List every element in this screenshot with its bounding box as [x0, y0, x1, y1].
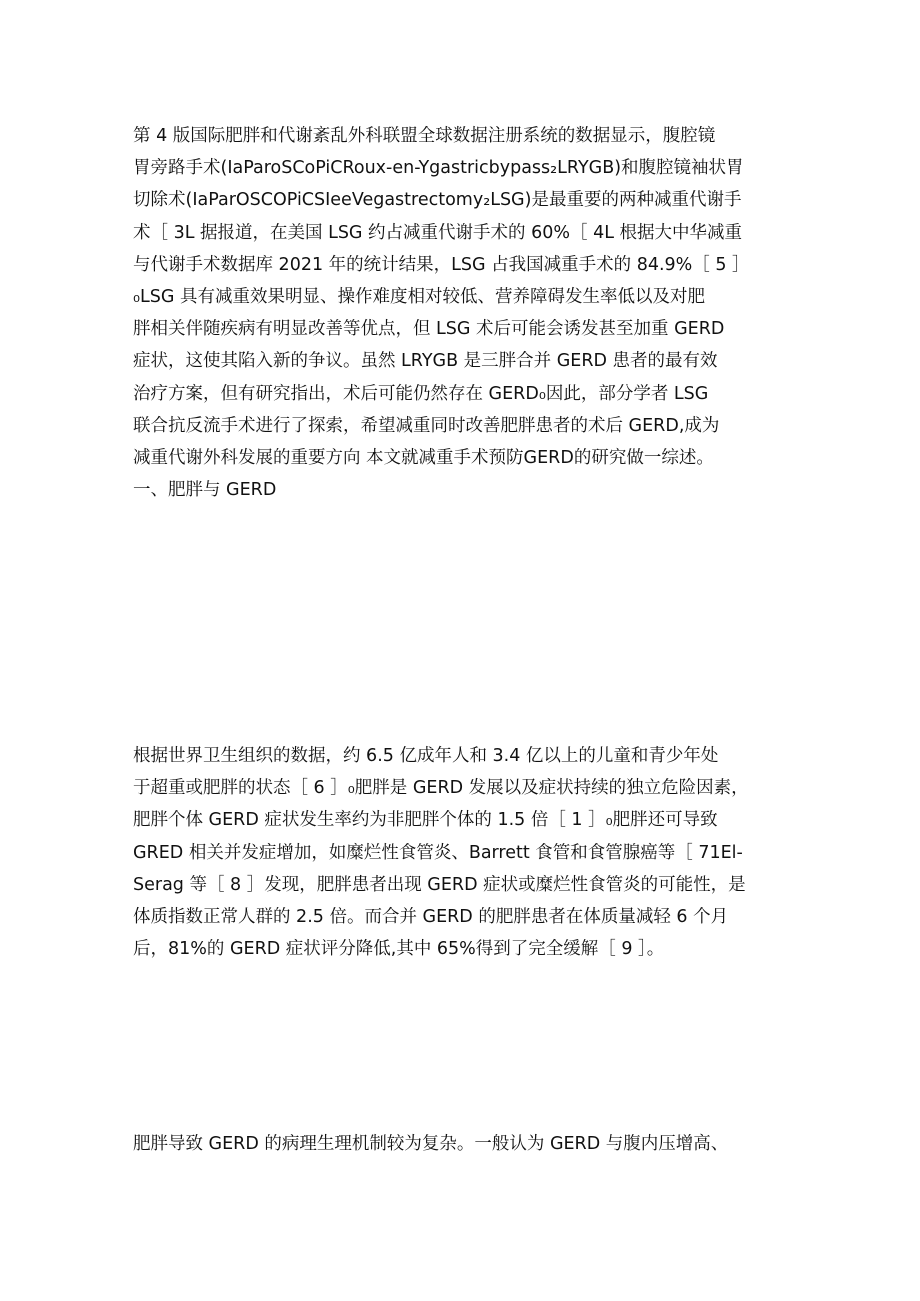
text-line: ₀LSG 具有减重效果明显、操作难度相对较低、营养障碍发生率低以及对肥: [133, 286, 705, 307]
text-line: 肥胖个体 GERD 症状发生率约为非肥胖个体的 1.5 倍［ 1 ］₀肥胖还可导致: [133, 810, 718, 831]
text-line: 胃旁路手术(IaParoSCoPiCRoux-en-Ygastricbypass₂LRYGB)和腹腔镜袖状胃: [133, 158, 744, 179]
text-line: 于超重或肥胖的状态［ 6 ］₀肥胖是 GERD 发展以及症状持续的独立危险因素，: [133, 778, 749, 799]
text-line: 与代谢手术数据库 2021 年的统计结果，LSG 占我国减重手术的 84.9%［ 5 ］: [133, 254, 750, 275]
text-line: 体质指数正常人群的 2.5 倍。而合并 GERD 的肥胖患者在体质量减轻 6 个月: [133, 906, 729, 927]
paragraph-obesity-gerd: [133, 740, 793, 965]
text-line: 减重代谢外科发展的重要方向 本文就减重手术预防GERD的研究做一综述。: [133, 447, 714, 468]
text-line: GRED 相关并发症增加，如糜烂性食管炎、Barrett 食管和食管腺癌等［ 71El-: [133, 842, 743, 863]
text-line: Serag 等［ 8 ］发现，肥胖患者出现 GERD 症状或糜烂性食管炎的可能性，是: [133, 874, 746, 895]
text-line: 胖相关伴随疾病有明显改善等优点，但 LSG 术后可能会诱发甚至加重 GERD: [133, 319, 725, 340]
paragraph-intro: [133, 120, 793, 506]
text-line: 肥胖导致 GERD 的病理生理机制较为复杂。一般认为 GERD 与腹内压增高、: [133, 1134, 729, 1154]
text-line: 治疗方案，但有研究指出，术后可能仍然存在 GERD₀因此，部分学者 LSG: [133, 383, 709, 404]
text-line: 术［ 3L 据报道，在美国 LSG 约占减重代谢手术的 60%［ 4L 根据大中华减重: [133, 222, 743, 243]
paragraph-mechanism: [133, 1128, 793, 1160]
text-line: 第 4 版国际肥胖和代谢紊乱外科联盟全球数据注册系统的数据显示，腹腔镜: [133, 126, 716, 146]
text-line: 症状，这使其陷入新的争议。虽然 LRYGB 是三胖合并 GERD 患者的最有效: [133, 351, 718, 372]
text-line: 切除术(IaParOSCOPiCSIeeVegastrectomy₂LSG)是最重要的两种减重代谢手: [133, 190, 742, 211]
text-line: 后，81%的 GERD 症状评分降低,其中 65%得到了完全缓解［ 9 ］。: [133, 939, 665, 960]
text-line: 根据世界卫生组织的数据，约 6.5 亿成年人和 3.4 亿以上的儿童和青少年处: [133, 746, 719, 766]
text-line: 联合抗反流手术进行了探索，希望减重同时改善肥胖患者的术后 GERD,成为: [133, 415, 720, 436]
section-heading: 一、肥胖与 GERD: [133, 480, 277, 501]
